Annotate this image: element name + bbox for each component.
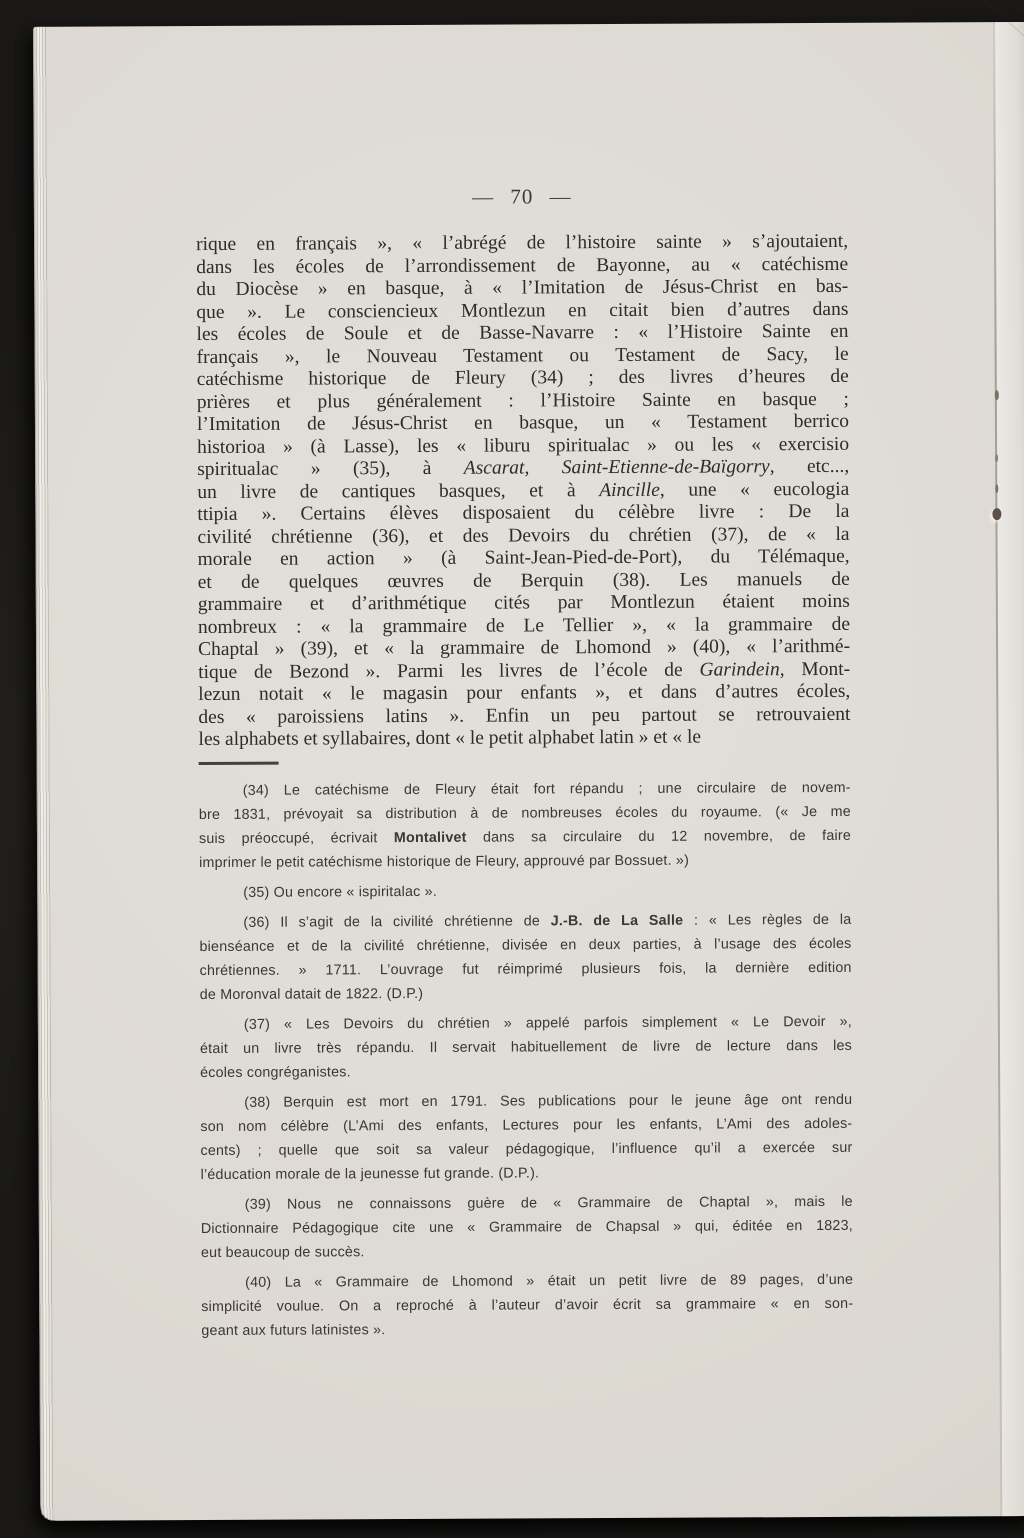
text-line: (36) Il s’agit de la civilité chrétienne de J.-B. de La Salle : « Les règles de la bbox=[243, 911, 852, 931]
text-line: que ». Le consciencieux Montlezun en citait bien d’autres dans bbox=[196, 298, 849, 323]
stacked-page-edges bbox=[33, 27, 53, 1521]
binding-stitch bbox=[995, 454, 998, 462]
text-line: français », le Nouveau Testament ou Testament de Sacy, le bbox=[196, 343, 849, 368]
text-line: écoles congréganistes. bbox=[200, 1063, 351, 1081]
text-line: son nom célèbre (L’Ami des enfants, Lectures pour les enfants, L’Ami des adoles- bbox=[200, 1115, 853, 1135]
text-line: de Moronval datait de 1822. (D.P.) bbox=[199, 985, 424, 1003]
text-line: Dictionnaire Pédagogique cite une « Grammaire de Chapsal » qui, éditée en 1823, bbox=[200, 1217, 853, 1237]
text-line: civilité chrétienne (36), et des Devoirs du chrétien (37), de « la bbox=[197, 523, 850, 548]
text-line: simplicité voulue. On a reproché à l’auteur d’avoir écrit sa grammaire « en son- bbox=[201, 1295, 854, 1315]
text-line: bre 1831, prévoyait sa distribution à de nombreuses écoles du royaume. (« Je me bbox=[198, 803, 851, 823]
text-line: suis préoccupé, écrivait Montalivet dans sa circulaire du 12 novembre, de faire bbox=[198, 827, 852, 847]
text-line: (34) Le catéchisme de Fleury était fort répandu ; une circulaire de novem- bbox=[242, 779, 851, 799]
text-line: (35) Ou encore « ispiritalac ». bbox=[243, 883, 438, 901]
text-line: (37) « Les Devoirs du chrétien » appelé parfois simplement « Le Devoir », bbox=[243, 1013, 852, 1033]
text-line: l’éducation morale de la jeunesse fut grande. (D.P.). bbox=[200, 1164, 540, 1183]
footnote-40 bbox=[201, 1267, 853, 1342]
page-text-block bbox=[196, 183, 854, 1343]
footnote-37 bbox=[200, 1009, 852, 1084]
binding-stitch bbox=[995, 390, 999, 400]
text-line: imprimer le petit catéchisme historique de Fleury, approuvé par Bossuet. ») bbox=[199, 852, 690, 871]
text-line: rique en français », « l’abrégé de l’histoire sainte » s’ajoutaient, bbox=[196, 230, 849, 256]
binding-stitch bbox=[992, 508, 1001, 520]
text-line: du Diocèse » en basque, à « l’Imitation de Jésus-Christ en bas- bbox=[196, 275, 849, 301]
text-line: geant aux futurs latinistes ». bbox=[201, 1321, 386, 1339]
text-line: ttipia ». Certains élèves disposaient du célèbre livre : De la bbox=[197, 500, 850, 526]
text-line: prières et plus généralement : l’Histoire Sainte en basque ; bbox=[196, 388, 849, 413]
text-line: catéchisme historique de Fleury (34) ; des livres d’heures de bbox=[196, 365, 849, 391]
page-number: — 70 — bbox=[472, 184, 572, 209]
body-paragraph bbox=[196, 231, 851, 752]
text-line: historioa » (à Lasse), les « liburu spiritualac » ou les « exercisio bbox=[197, 433, 850, 458]
text-line: (40) La « Grammaire de Lhomond » était un petit livre de 89 pages, d’une bbox=[245, 1271, 854, 1291]
text-line: des « paroissiens latins ». Enfin un peu partout se retrouvaient bbox=[198, 703, 851, 728]
text-line: (39) Nous ne connaissons guère de « Grammaire de Chaptal », mais le bbox=[244, 1193, 853, 1213]
text-line: tique de Bezond ». Parmi les livres de l’école de Garindein, Mont- bbox=[198, 658, 851, 683]
text-line: et de quelques œuvres de Berquin (38). Les manuels de bbox=[197, 568, 850, 593]
footnote-separator bbox=[199, 761, 279, 764]
text-line: chrétiennes. » 1711. L’ouvrage fut réimprimé plusieurs fois, la dernière edition bbox=[199, 959, 852, 979]
text-line: morale en action » (à Saint-Jean-Pied-de-Port), du Télémaque, bbox=[197, 545, 850, 571]
text-line: Chaptal » (39), et « la grammaire de Lhomond » (40), « l’arithmé- bbox=[198, 635, 851, 661]
text-line: nombreux : « la grammaire de Le Tellier », « la grammaire de bbox=[197, 613, 850, 638]
text-line: (38) Berquin est mort en 1791. Ses publications pour le jeune âge ont rendu bbox=[244, 1091, 853, 1111]
text-line: bienséance et de la civilité chrétienne, divisée en deux parties, à l’usage des écoles bbox=[199, 935, 852, 955]
footnote-36 bbox=[199, 907, 851, 1006]
footnote-39 bbox=[201, 1189, 853, 1264]
text-line: grammaire et d’arithmétique cités par Montlezun étaient moins bbox=[197, 590, 850, 616]
text-line: spiritualac » (35), à Ascarat, Saint-Etienne-de-Baïgorry, etc..., bbox=[197, 455, 850, 481]
text-line: un livre de cantiques basques, et à Aincille, une « eucologia bbox=[197, 478, 850, 503]
footnotes-section bbox=[199, 775, 854, 1342]
text-line: cents) ; quelle que soit sa valeur pédagogique, l’influence qu’il a exercée sur bbox=[200, 1139, 853, 1159]
text-line: dans les écoles de l’arrondissement de Bayonne, au « catéchisme bbox=[196, 253, 849, 278]
text-line: l’Imitation de Jésus-Christ en basque, un « Testament berrico bbox=[196, 410, 850, 436]
footnote-38 bbox=[200, 1087, 852, 1186]
text-line: était un livre très répandu. Il servait habituellement de livre de lecture dans les bbox=[199, 1037, 853, 1057]
text-line: lezun notait « le magasin pour enfants », et dans d’autres écoles, bbox=[198, 680, 851, 706]
text-line: les écoles de Soule et de Basse-Navarre : « l’Histoire Sainte en bbox=[196, 320, 849, 346]
book-page bbox=[33, 22, 1024, 1521]
footnote-35 bbox=[199, 877, 851, 904]
footnote-34 bbox=[199, 775, 851, 874]
text-line: eut beaucoup de succès. bbox=[200, 1243, 365, 1261]
text-line: les alphabets et syllabaires, dont « le petit alphabet latin » et « le bbox=[198, 726, 702, 751]
binding-stitch bbox=[995, 484, 998, 493]
